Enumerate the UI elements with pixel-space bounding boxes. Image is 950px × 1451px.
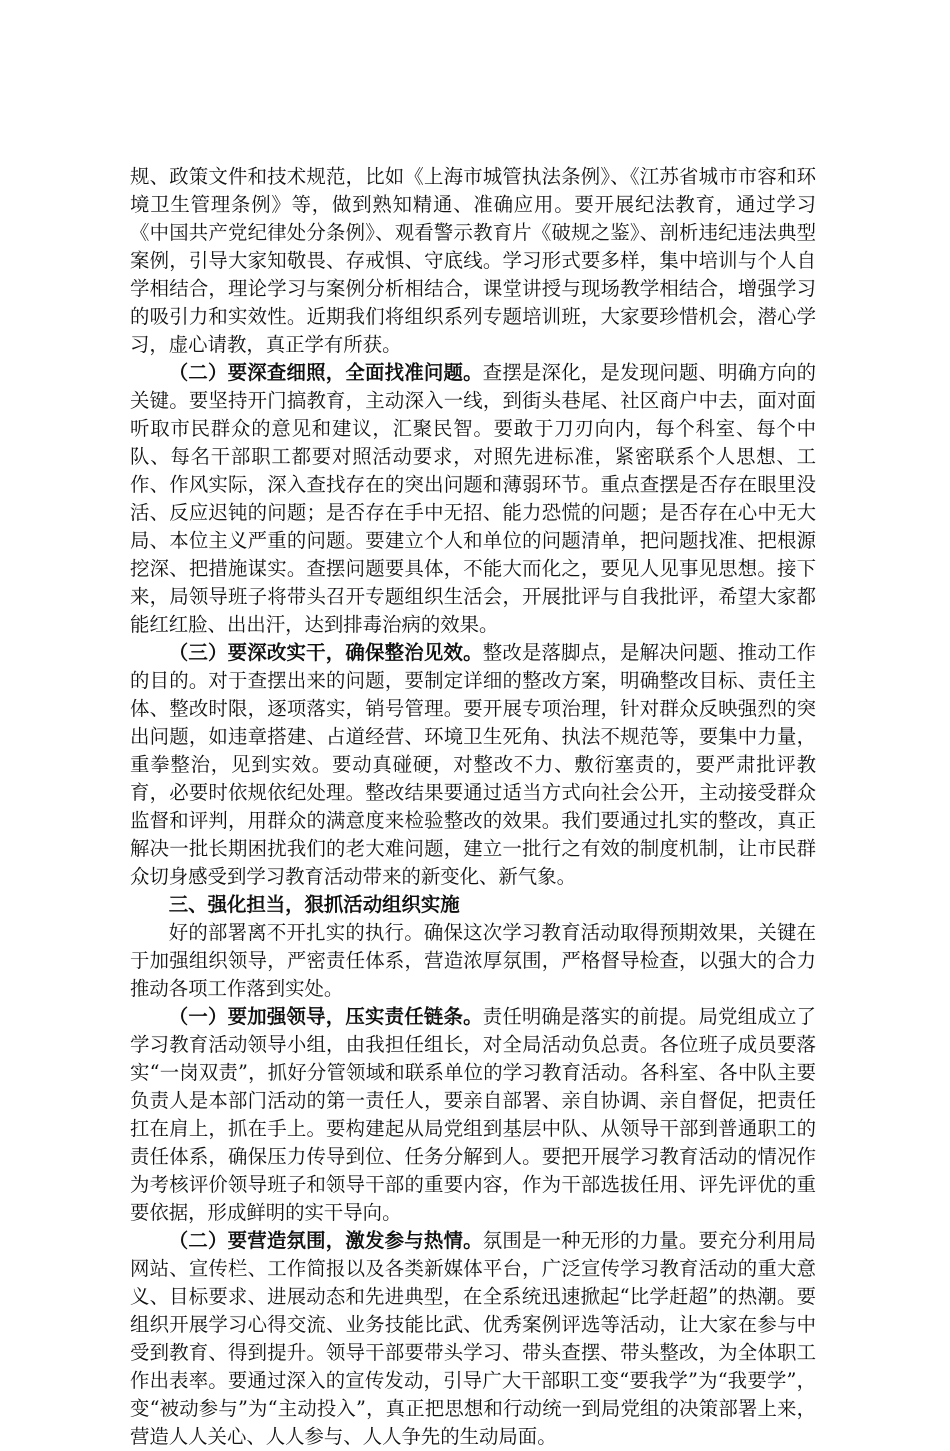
- paragraph-legal-study: [130, 163, 816, 359]
- paragraph-text: 查摆是深化，是发现问题、明确方向的关键。要坚持开门搞教育，主动深入一线，到街头巷尾、社区商户中去，面对面听取市民群众的意见和建议，汇聚民智。要敢于刀刃向内，每个科室、每个中队、每名干部职工都要对照活动要求，对照先进标准，紧密联系个人思想、工作、作风实际，深入查找存在的突出问题和薄弱环节。重点查摆是否存在眼里没活、反应迟钝的问题；是否存在手中无招、能力恐慌的问题；是否存在心中无大局、本位主义严重的问题。要建立个人和单位的问题清单，把问题找准、把根源挖深、把措施谋实。查摆问题要具体，不能大而化之，要见人见事见思想。接下来，局领导班子将带头召开专题组织生活会，开展批评与自我批评，希望大家都能红红脸、出出汗，达到排毒治病的效果。: [130, 361, 816, 636]
- paragraph-text: 责任明确是落实的前提。局党组成立了学习教育活动领导小组，由我担任组长，对全局活动负总责。各位班子成员要落实“一岗双责”，抓好分管领域和联系单位的学习教育活动。各科室、各中队主要负责人是本部门活动的第一责任人，要亲自部署、亲自协调、亲自督促，把责任扛在肩上，抓在手上。要构建起从局党组到基层中队、从领导干部到普通职工的责任体系，确保压力传导到位、任务分解到人。要把开展学习教育活动的情况作为考核评价领导班子和领导干部的重要内容，作为干部选拔任用、评先评优的重要依据，形成鲜明的实干导向。: [130, 1005, 816, 1224]
- paragraph-rectification: [130, 639, 816, 891]
- subsection-heading: （三）要深改实干，确保整治见效。: [168, 641, 483, 664]
- section-heading: 三、强化担当，狠抓活动组织实施: [168, 893, 460, 916]
- paragraph-text: 好的部署离不开扎实的执行。确保这次学习教育活动取得预期效果，关键在于加强组织领导，严密责任体系，营造浓厚氛围，严格督导检查，以强大的合力推动各项工作落到实处。: [130, 921, 816, 1000]
- subsection-heading: （二）要营造氛围，激发参与热情。: [168, 1229, 483, 1252]
- paragraph-text: 规、政策文件和技术规范，比如《上海市城管执法条例》、《江苏省城市市容和环境卫生管理条例》等，做到熟知精通、准确应用。要开展纪法教育，通过学习《中国共产党纪律处分条例》、观看警示教育片《破规之鉴》、剖析违纪违法典型案例，引导大家知敬畏、存戒惧、守底线。学习形式要多样，集中培训与个人自学相结合，理论学习与案例分析相结合，课堂讲授与现场教学相结合，增强学习的吸引力和实效性。近期我们将组织系列专题培训班，大家要珍惜机会，潜心学习，虚心请教，真正学有所获。: [130, 165, 816, 356]
- paragraph-leadership: [130, 1003, 816, 1227]
- paragraph-text: 氛围是一种无形的力量。要充分利用局网站、宣传栏、工作简报以及各类新媒体平台，广泛宣传学习教育活动的重大意义、目标要求、进展动态和先进典型，在全系统迅速掀起“比学赶超”的热潮。要组织开展学习心得交流、业务技能比武、优秀案例评选等活动，让大家在参与中受到教育、得到提升。领导干部要带头学习、带头查摆、带头整改，为全体职工作出表率。要通过深入的宣传发动，引导广大干部职工变“要我学”为“我要学”，变“被动参与”为“主动投入”，真正把思想和行动统一到局党组的决策部署上来，营造人人关心、人人参与、人人争先的生动局面。: [130, 1229, 816, 1448]
- paragraph-atmosphere: [130, 1227, 816, 1451]
- subsection-heading: （一）要加强领导，压实责任链条。: [168, 1005, 483, 1028]
- paragraph-text: 整改是落脚点，是解决问题、推动工作的目的。对于查摆出来的问题，要制定详细的整改方案，明确整改目标、责任主体、整改时限，逐项落实，销号管理。要开展专项治理，针对群众反映强烈的突出问题，如违章搭建、占道经营、环境卫生死角、执法不规范等，要集中力量，重拳整治，见到实效。要动真碰硬，对整改不力、敷衍塞责的，要严肃批评教育，必要时依规依纪处理。整改结果要通过适当方式向社会公开，主动接受群众监督和评判，用群众的满意度来检验整改的效果。我们要通过扎实的整改，真正解决一批长期困扰我们的老大难问题，建立一批行之有效的制度机制，让市民群众切身感受到学习教育活动带来的新变化、新气象。: [130, 641, 816, 888]
- subsection-heading: （二）要深查细照，全面找准问题。: [168, 361, 483, 384]
- document-page: [130, 163, 816, 1451]
- paragraph-check-problems: [130, 359, 816, 639]
- paragraph-execution-intro: [130, 919, 816, 1003]
